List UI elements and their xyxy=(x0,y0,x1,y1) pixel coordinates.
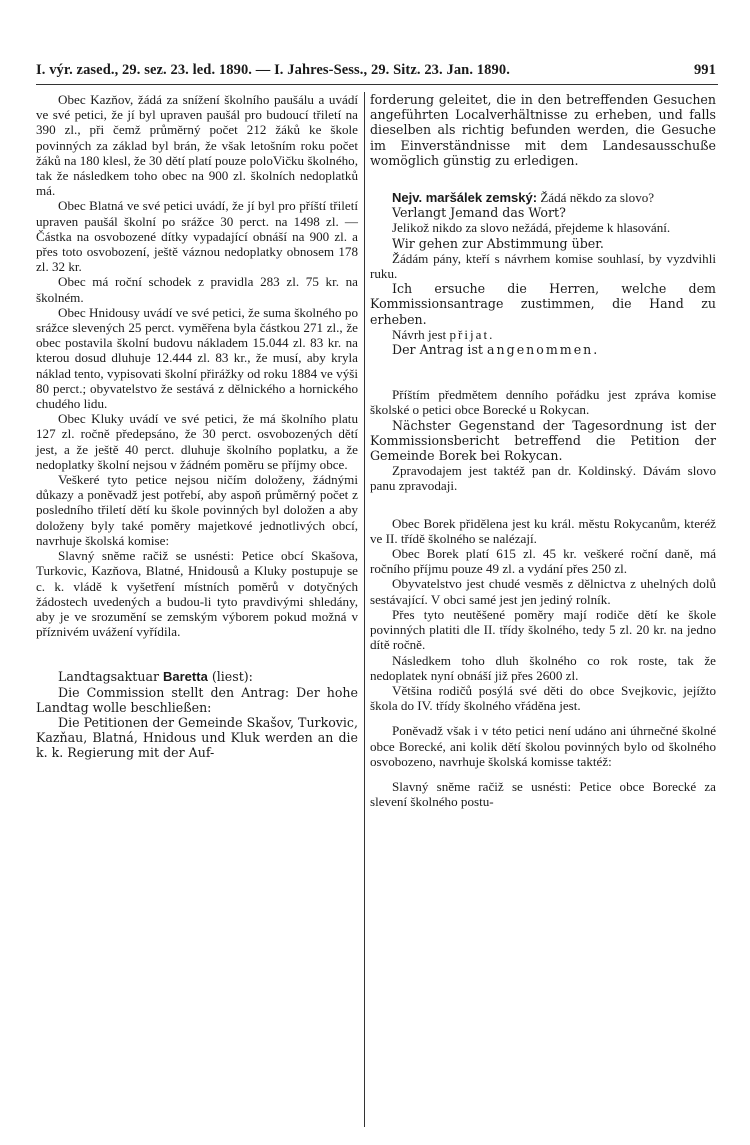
paragraph-kluky: Obec Kluky uvádí ve své petici, že má školního platu 127 zl. ročně předepsáno, že 30 perct. osvobozených dětí jest, a že ještě 40 perct. dluhuje školního poplatku, a že nedoplatky školní nejsou v žádném poměru se příjmy obce. xyxy=(36,411,358,472)
column-divider xyxy=(364,92,365,1127)
result-prefix: Der Antrag ist xyxy=(392,342,483,358)
spacer xyxy=(370,494,716,516)
header-rule xyxy=(36,84,718,85)
running-header xyxy=(36,62,716,79)
paragraph-debt: Následkem toho dluh školného co rok roste, tak že nedoplatek nyní obnáší již přes 2600 zl. xyxy=(370,652,716,683)
paragraph-resolution-borek: Slavný sněme račiž se usnésti: Petice obce Borecké za slevení školného postu- xyxy=(370,778,716,810)
paragraph-kaznov: Obec Kazňov, žádá za snížení školního paušálu a uvádí ve své petici, že jí byl upraven paušál pro budoucí třiletí na 390 zl., při čemž průměrný počet 212 žáků ke škole povinných za základ byl brán, že však letošním roku počet žáků na 180 klesl, že 30 dětí platí pouze poloVičku školného, tak že následkem toho obec na 900 zl. školních nedoplatků má. xyxy=(36,92,358,199)
paragraph-abstimmung: Wir gehen zur Abstimmung über. xyxy=(392,235,604,251)
paragraph-proposal: Poněvadž však i v této petici není udáno ani úhrnečné školné obce Borecké, ani kolik dětí školou povinných bylo od školného osvobozeno, navrhuje školská komisse taktéž: xyxy=(370,723,716,769)
paragraph-prijat xyxy=(370,327,716,342)
spacer xyxy=(370,769,716,779)
paragraph-commission-proposal: Veškeré tyto petice nejsou ničím doloženy, žádnými důkazy a poněvadž jest potřebí, aby aspoň průměrný počet z posledního třiletí dětí ku škole povinných byl doložen a aby doloženy byly také poměry majetkové jednotlivých obcí, navrhuje školská komise: xyxy=(36,472,358,548)
spacer xyxy=(370,357,716,387)
paragraph-petitions-german: Die Petitionen der Gemeinde Skašov, Turkovic, Kazňau, Blatná, Hnidous und Kluk werden an die k. k. Regierung mit der Auf- xyxy=(36,714,358,761)
paragraph-commission-german: Die Commission stellt den Antrag: Der hohe Landtag wolle beschließen: xyxy=(36,684,358,715)
speaker-line-baretta xyxy=(36,669,358,684)
spacer xyxy=(36,639,358,669)
paragraph-borek-assigned: Obec Borek přidělena jest ku král. městu Rokycanům, kteréž ve II. třídě školného se nalézají. xyxy=(370,515,716,546)
paragraph-resolution: Slavný sněme račiž se usnésti: Petice obcí Skašova, Turkovic, Kazňova, Blatné, Hnidousů a Kluky postupuje se c. k. vládě k vyšetření místních poměrů v dotyčných žádostech uvedených a budou-li tyto pravdivými shledány, aby je ve srozumění se zemským výborem pokud možná v příznivém uvážení vyřídila. xyxy=(36,548,358,640)
speaker-suffix: (liest): xyxy=(211,669,253,685)
paragraph-hand: Ich ersuche die Herren, welche dem Kommissionsantrage zustimmen, die Hand zu erheben. xyxy=(370,281,716,327)
speaker-name: Baretta xyxy=(163,669,208,685)
paragraph-hlasovani: Jelikož nikdo za slovo nežádá, přejdeme k hlasování. xyxy=(392,220,671,236)
spacer xyxy=(370,713,716,723)
paragraph-rapporteur: Zpravodajem jest taktéž pan dr. Koldinský. Dávám slovo panu zpravodaji. xyxy=(370,463,716,494)
paragraph-svejkovic: Většina rodičů posýlá své děti do obce Svejkovic, jejížto škola do IV. třídy školného vřáděna jest. xyxy=(370,682,716,714)
paragraph-next-item: Příštím předmětem denního pořádku jest zpráva komise školské o petici obce Borecké u Rokycan. xyxy=(370,387,716,418)
speaker-name: Nejv. maršálek zemský: xyxy=(392,190,538,206)
speaker-text: Žádá někdo za slovo? xyxy=(540,190,655,206)
result-word: angenommen. xyxy=(487,342,600,358)
paragraph-blatna: Obec Blatná ve své petici uvádí, že jí byl pro příští třiletí upraven paušál školní po srážce 30 perct. na 1498 zl. — Částka na osvobozené dítky vypadající obnáší na 900 zl. a přes toto osvobození, ještě váznou nedoplatky obnosem 178 zl. 32 kr. xyxy=(36,198,358,275)
paragraph-parents: Přes tyto neutěšené poměry mají rodiče dětí ke škole povinných platiti dle II. třídy školného, tedy 5 zl. 20 kr. na jedno dítě ročně. xyxy=(370,606,716,653)
right-column xyxy=(370,92,716,809)
paragraph-angenommen xyxy=(370,342,716,357)
paragraph-population: Obyvatelstvo jest chudé vesměs z dělnictva z uhelných dolů sestávající. V obci samé jest jen jediný rolník. xyxy=(370,576,716,607)
paragraph-hnidousy: Obec Hnidousy uvádí ve své petici, že suma školného po srážce slevených 25 perct. vyměřena byla částkou 271 zl., že obec postavila školní budovu nákladem 15.044 zl. 83 kr. na kterou dosud dluhuje 12.444 zl. 83 kr., že musí, aby kryla náklad tento, vypisovati školní přirážky od roku 1884 ve výši 80 perct.; obyvatelstvo že sestává z dělnického a hornického chudého lidu. xyxy=(36,304,358,412)
paragraph-vyzdvihli: Žádám pány, kteří s návrhem komise souhlasí, by vyzdvihli ruku. xyxy=(370,250,716,282)
result-word: přijat. xyxy=(449,326,495,342)
left-column xyxy=(36,92,358,761)
header-text: I. výr. zased., 29. sez. 23. led. 1890. — I. Jahres-Sess., 29. Sitz. 23. Jan. 1890. xyxy=(36,62,510,78)
paragraph-wort: Verlangt Jemand das Wort? xyxy=(392,205,566,221)
paragraph-next-item-german: Nächster Gegenstand der Tagesordnung ist der Kommissionsbericht betreffend die Petition der Gemeinde Borek bei Rokycan. xyxy=(370,417,716,464)
paragraph-deficit: Obec má roční schodek z pravidla 283 zl. 75 kr. na školném. xyxy=(36,274,358,305)
paragraph-borek-taxes: Obec Borek platí 615 zl. 45 kr. veškeré roční daně, má ročního příjmu pouze 49 zl. a vydání přes 250 zl. xyxy=(370,546,716,577)
page-number: 991 xyxy=(693,62,716,78)
speaker-line-marshal xyxy=(370,190,716,205)
spacer xyxy=(370,168,716,190)
paragraph-continuation-german: forderung geleitet, die in den betreffenden Gesuchen angeführten Localverhältnisse zu erheben, und falls dieselben als richtig befunden werden, die Gesuche im Einverständnisse mit dem Landesausschuße womöglich günstig zu erledigen. xyxy=(370,92,716,168)
speaker-role: Landtagsaktuar xyxy=(58,669,159,685)
result-prefix: Návrh jest xyxy=(392,326,447,342)
